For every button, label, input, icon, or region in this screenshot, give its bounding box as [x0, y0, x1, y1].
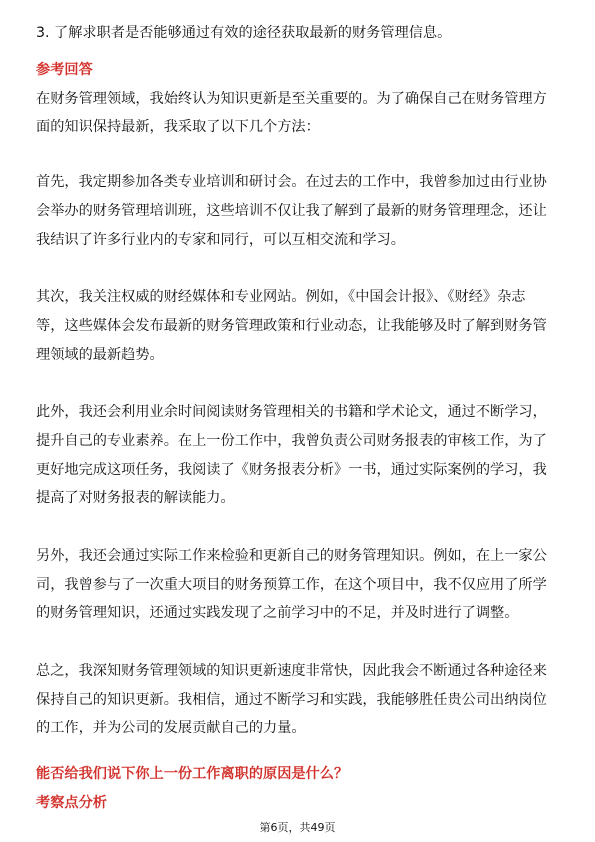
paragraph-line: 的工作，并为公司的发展贡献自己的力量。 [36, 720, 306, 736]
paragraph-line: 另外，我还会通过实际工作来检验和更新自己的财务管理知识。例如，在上一家公 [36, 548, 547, 564]
answer-heading: 参考回答 [36, 62, 93, 78]
paragraph-line: 的财务管理知识，还通过实践发现了之前学习中的不足，并及时进行了调整。 [36, 605, 519, 621]
paragraph-line: 首先，我定期参加各类专业培训和研讨会。在过去的工作中，我曾参加过由行业协 [36, 174, 547, 190]
paragraph-line: 司，我曾参与了一次重大项目的财务预算工作，在这个项目中，我不仅应用了所学 [36, 577, 547, 593]
paragraph-line: 其次，我关注权威的财经媒体和专业网站。例如，《中国会计报》、《财经》杂志 [36, 289, 526, 305]
paragraph-line: 提升自己的专业素养。在上一份工作中，我曾负责公司财务报表的审核工作，为了 [36, 433, 547, 449]
page-footer: 第6页，共49页 [259, 821, 336, 834]
paragraph-line: 理领域的最新趋势。 [36, 347, 164, 363]
analysis-heading: 考察点分析 [36, 795, 107, 811]
paragraph-line: 会举办的财务管理培训班，这些培训不仅让我了解到了最新的财务管理理念，还让 [36, 203, 547, 219]
question-line: 3. 了解求职者是否能够通过有效的途径获取最新的财务管理信息。 [36, 25, 452, 41]
paragraph-line: 保持自己的知识更新。我相信，通过不断学习和实践，我能够胜任贵公司出纳岗位 [36, 692, 547, 708]
paragraph-line: 我结识了许多行业内的专家和同行，可以互相交流和学习。 [36, 232, 405, 248]
paragraph-line: 总之，我深知财务管理领域的知识更新速度非常快，因此我会不断通过各种途径来 [36, 663, 547, 679]
paragraph-line: 面的知识保持最新，我采取了以下几个方法： [36, 119, 320, 135]
paragraph-line: 更好地完成这项任务，我阅读了《财务报表分析》一书，通过实际案例的学习，我 [36, 462, 547, 478]
paragraph-line: 等，这些媒体会发布最新的财务管理政策和行业动态，让我能够及时了解到财务管 [36, 318, 547, 334]
paragraph-line: 此外，我还会利用业余时间阅读财务管理相关的书籍和学术论文，通过不断学习， [36, 404, 547, 420]
next-question: 能否给我们说下你上一份工作离职的原因是什么？ [36, 766, 349, 782]
paragraph-line: 提高了对财务报表的解读能力。 [36, 490, 235, 506]
paragraph-line: 在财务管理领域，我始终认为知识更新是至关重要的。为了确保自己在财务管理方 [36, 91, 547, 107]
